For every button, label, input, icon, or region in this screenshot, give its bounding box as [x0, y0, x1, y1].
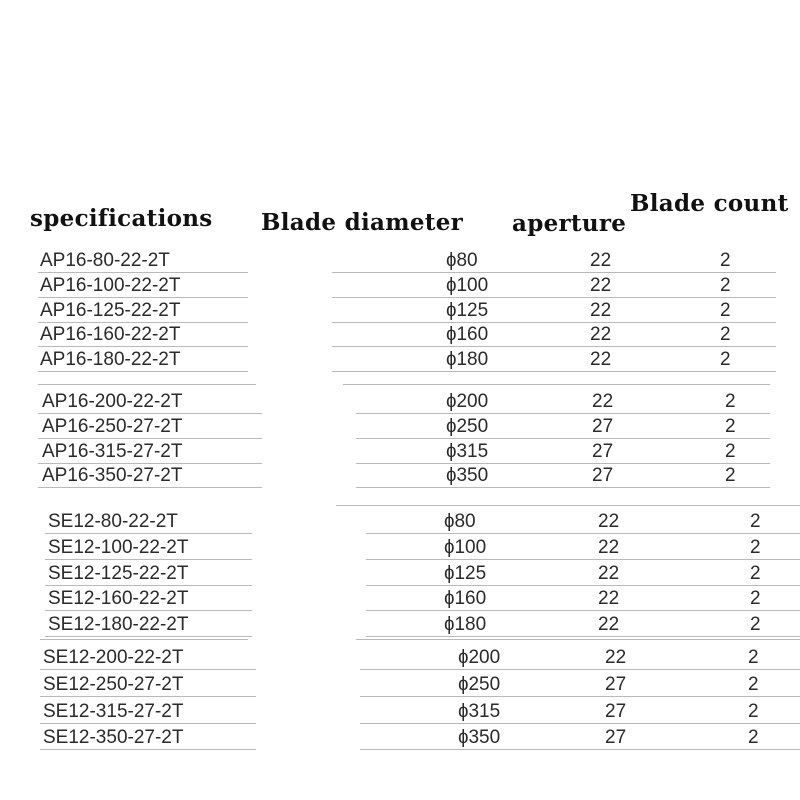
spec-cell: AP16-350-27-2T [42, 465, 183, 487]
table-row [0, 415, 800, 441]
header-blade-count: Blade count [630, 190, 789, 217]
blade-count-cell: 2 [725, 440, 736, 462]
diameter-cell: ɸ80 [444, 511, 476, 532]
aperture-cell: 22 [590, 349, 612, 371]
spec-cell: AP16-160-22-2T [40, 324, 181, 346]
group-divider [38, 384, 256, 385]
spec-cell: SE12-100-22-2T [48, 536, 189, 558]
row-divider [360, 669, 800, 670]
aperture-cell: 22 [598, 536, 620, 558]
diameter-cell: ɸ180 [444, 614, 487, 636]
aperture-cell: 22 [598, 562, 620, 584]
header-aperture: aperture [512, 210, 627, 237]
table-row [0, 299, 800, 325]
table-row [0, 613, 800, 639]
diameter-cell: ɸ200 [458, 647, 501, 668]
spec-cell: AP16-315-27-2T [42, 440, 183, 462]
row-divider [40, 723, 256, 724]
blade-count-cell: 2 [748, 673, 759, 695]
row-divider [366, 559, 800, 560]
blade-count-cell: 2 [720, 324, 731, 346]
diameter-cell: ɸ100 [444, 536, 487, 558]
spec-cell: SE12-350-27-2T [43, 727, 184, 749]
table-row [0, 440, 800, 466]
header-specifications: specifications [30, 205, 213, 232]
row-divider [332, 371, 776, 372]
diameter-cell: ɸ315 [446, 440, 489, 462]
table-row [0, 673, 800, 699]
spec-cell: SE12-200-22-2T [43, 647, 184, 668]
spec-cell: AP16-200-22-2T [42, 391, 183, 412]
aperture-cell: 22 [605, 647, 627, 668]
group-divider [336, 505, 800, 506]
row-divider [366, 610, 800, 611]
row-divider [38, 371, 248, 372]
table-row [0, 510, 800, 536]
blade-count-cell: 2 [748, 700, 759, 722]
diameter-cell: ɸ250 [446, 415, 489, 437]
spec-cell: SE12-250-27-2T [43, 673, 184, 695]
diameter-cell: ɸ350 [446, 465, 489, 487]
diameter-cell: ɸ315 [458, 700, 501, 722]
aperture-cell: 27 [592, 415, 614, 437]
diameter-cell: ɸ350 [458, 727, 501, 749]
spec-cell: SE12-80-22-2T [48, 511, 178, 532]
blade-count-cell: 2 [750, 614, 761, 636]
row-divider [45, 610, 252, 611]
diameter-cell: ɸ250 [458, 673, 501, 695]
table-row [0, 464, 800, 490]
spec-cell: AP16-100-22-2T [40, 274, 181, 296]
diameter-cell: ɸ125 [446, 299, 489, 321]
table-row [0, 646, 800, 672]
aperture-cell: 22 [598, 588, 620, 610]
aperture-cell: 22 [598, 614, 620, 636]
table-row [0, 536, 800, 562]
header-blade-diameter: Blade diameter [261, 209, 464, 236]
aperture-cell: 27 [605, 700, 627, 722]
blade-count-cell: 2 [748, 727, 759, 749]
row-divider [45, 636, 252, 637]
blade-count-cell: 2 [750, 536, 761, 558]
diameter-cell: ɸ125 [444, 562, 487, 584]
group-divider [343, 384, 770, 385]
blade-count-cell: 2 [720, 299, 731, 321]
blade-count-cell: 2 [720, 349, 731, 371]
table-row [0, 726, 800, 752]
blade-count-cell: 2 [720, 250, 731, 271]
blade-count-cell: 2 [725, 465, 736, 487]
blade-count-cell: 2 [750, 588, 761, 610]
row-divider [45, 559, 252, 560]
diameter-cell: ɸ180 [446, 349, 489, 371]
aperture-cell: 22 [590, 324, 612, 346]
aperture-cell: 22 [590, 299, 612, 321]
table-row [0, 562, 800, 588]
row-divider [45, 533, 252, 534]
blade-count-cell: 2 [720, 274, 731, 296]
spec-cell: SE12-315-27-2T [43, 700, 184, 722]
blade-count-cell: 2 [725, 415, 736, 437]
aperture-cell: 27 [592, 440, 614, 462]
row-divider [45, 585, 252, 586]
aperture-cell: 22 [590, 250, 612, 271]
blade-count-cell: 2 [748, 647, 759, 668]
blade-count-cell: 2 [725, 391, 736, 412]
row-divider [360, 723, 800, 724]
table-row [0, 323, 800, 349]
row-divider [40, 669, 256, 670]
row-divider [40, 696, 256, 697]
table-row [0, 700, 800, 726]
row-divider [40, 749, 256, 750]
diameter-cell: ɸ200 [446, 391, 489, 412]
aperture-cell: 27 [592, 465, 614, 487]
row-divider [366, 585, 800, 586]
spec-cell: SE12-125-22-2T [48, 562, 189, 584]
table-row [0, 249, 800, 275]
table-row [0, 348, 800, 374]
table-row [0, 390, 800, 416]
diameter-cell: ɸ160 [444, 588, 487, 610]
table-row [0, 274, 800, 300]
spec-cell: AP16-125-22-2T [40, 299, 181, 321]
spec-cell: AP16-80-22-2T [40, 250, 170, 271]
row-divider [38, 487, 262, 488]
group-divider [356, 639, 800, 640]
aperture-cell: 27 [605, 727, 627, 749]
diameter-cell: ɸ100 [446, 274, 489, 296]
diameter-cell: ɸ80 [446, 250, 478, 271]
row-divider [356, 487, 770, 488]
row-divider [360, 749, 800, 750]
aperture-cell: 27 [605, 673, 627, 695]
spec-cell: SE12-160-22-2T [48, 588, 189, 610]
aperture-cell: 22 [598, 511, 620, 532]
row-divider [366, 533, 800, 534]
blade-count-cell: 2 [750, 511, 761, 532]
table-row [0, 587, 800, 613]
group-divider [40, 639, 248, 640]
spec-cell: AP16-180-22-2T [40, 349, 181, 371]
aperture-cell: 22 [590, 274, 612, 296]
blade-count-cell: 2 [750, 562, 761, 584]
aperture-cell: 22 [592, 391, 614, 412]
spec-cell: AP16-250-27-2T [42, 415, 183, 437]
row-divider [366, 636, 800, 637]
row-divider [360, 696, 800, 697]
spec-cell: SE12-180-22-2T [48, 614, 189, 636]
diameter-cell: ɸ160 [446, 324, 489, 346]
